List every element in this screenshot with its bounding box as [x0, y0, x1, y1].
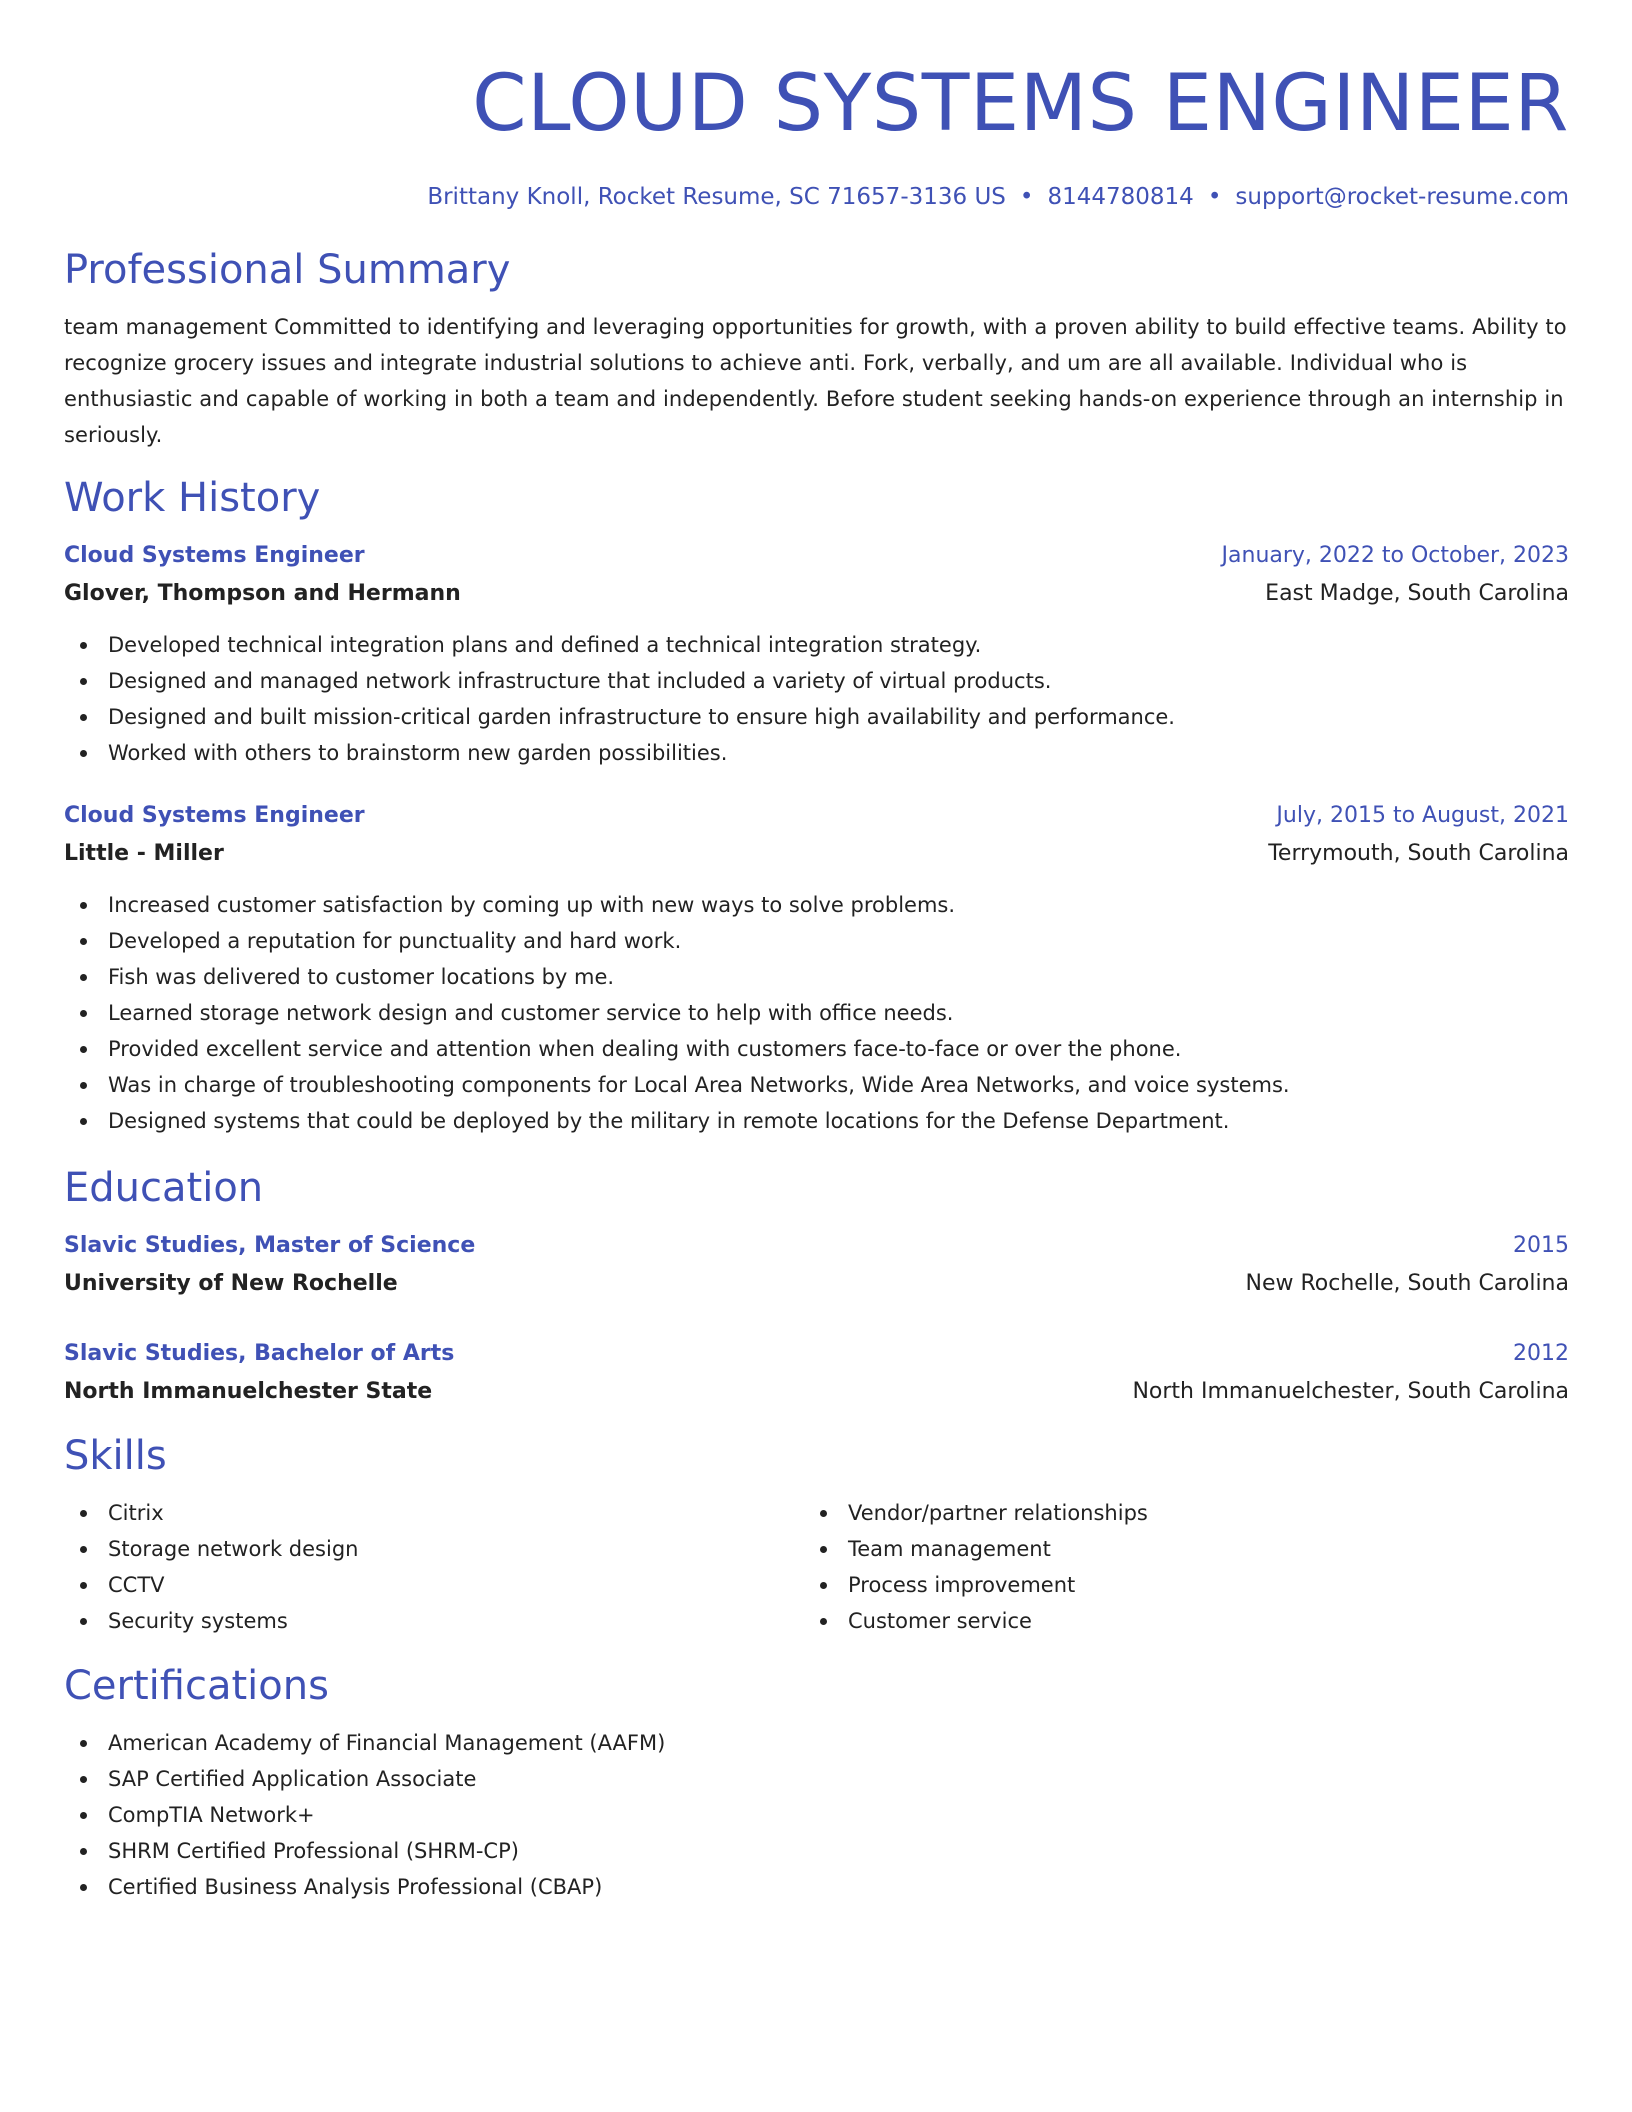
section-heading-work-history: Work History [64, 475, 321, 521]
skills-list-right [804, 1495, 1544, 1639]
section-heading-certifications: Certifications [64, 1663, 329, 1709]
education-school-row [64, 1373, 1569, 1411]
section-heading-education: Education [64, 1165, 264, 1211]
skill-item: Citrix [64, 1495, 804, 1531]
job-bullet: Worked with others to brainstorm new garden possibilities. [64, 735, 1569, 771]
job-title: Cloud Systems Engineer [64, 543, 365, 568]
job-bullet: Fish was delivered to customer locations by me. [64, 959, 1569, 995]
job-bullet: Designed and managed network infrastructure that included a variety of virtual products. [64, 663, 1569, 699]
job-company: Glover, Thompson and Hermann [64, 581, 461, 606]
job-bullet: Learned storage network design and customer service to help with office needs. [64, 995, 1569, 1031]
education-school: North Immanuelchester State [64, 1379, 433, 1404]
job-bullet: Developed a reputation for punctuality and hard work. [64, 923, 1569, 959]
education-year: 2015 [1513, 1233, 1569, 1258]
skills-section [64, 1431, 1569, 1639]
skill-item: CCTV [64, 1567, 804, 1603]
job-bullets [64, 887, 1569, 1139]
job-bullet: Increased customer satisfaction by coming up with new ways to solve problems. [64, 887, 1569, 923]
skills-list-left [64, 1495, 804, 1639]
education-degree: Slavic Studies, Bachelor of Arts [64, 1341, 455, 1366]
job-dates: July, 2015 to August, 2021 [1276, 803, 1569, 828]
education-header-row [64, 1335, 1569, 1373]
skill-item: Security systems [64, 1603, 804, 1639]
education-entry [64, 1335, 1569, 1411]
education-year: 2012 [1513, 1341, 1569, 1366]
skill-item: Process improvement [804, 1567, 1544, 1603]
job-company-row [64, 835, 1569, 873]
contact-separator: • [1019, 184, 1034, 210]
certification-item: SAP Certified Application Associate [64, 1761, 1569, 1797]
job-bullet: Was in charge of troubleshooting components for Local Area Networks, Wide Area Networks, and voice systems. [64, 1067, 1569, 1103]
education-degree: Slavic Studies, Master of Science [64, 1233, 476, 1258]
certification-item: Certified Business Analysis Professional (CBAP) [64, 1869, 1569, 1905]
contact-separator: • [1207, 184, 1222, 210]
skill-item: Team management [804, 1531, 1544, 1567]
job-bullet: Developed technical integration plans and defined a technical integration strategy. [64, 627, 1569, 663]
certification-item: CompTIA Network+ [64, 1797, 1569, 1833]
contact-phone: 8144780814 [1047, 184, 1194, 210]
job-header-row [64, 797, 1569, 835]
education-school: University of New Rochelle [64, 1271, 398, 1296]
education-header-row [64, 1227, 1569, 1265]
certification-item: SHRM Certified Professional (SHRM-CP) [64, 1833, 1569, 1869]
section-heading-skills: Skills [64, 1433, 167, 1479]
contact-address: Brittany Knoll, Rocket Resume, SC 71657-3136 US [427, 184, 1006, 210]
skill-item: Storage network design [64, 1531, 804, 1567]
certifications-list [64, 1725, 1569, 1905]
job-company: Little - Miller [64, 841, 224, 866]
skills-columns [64, 1495, 1569, 1639]
skill-item: Customer service [804, 1603, 1544, 1639]
job-bullets [64, 627, 1569, 771]
job-entry [64, 797, 1569, 1139]
education-location: North Immanuelchester, South Carolina [1132, 1379, 1569, 1404]
contact-email[interactable]: support@rocket-resume.com [1235, 184, 1569, 210]
job-company-row [64, 575, 1569, 613]
education-entry [64, 1227, 1569, 1303]
certifications-section [64, 1661, 1569, 1905]
job-entry [64, 537, 1569, 771]
job-bullet: Designed systems that could be deployed by the military in remote locations for the Defense Department. [64, 1103, 1569, 1139]
job-bullet: Designed and built mission-critical garden infrastructure to ensure high availability and performance. [64, 699, 1569, 735]
summary-section [64, 245, 1569, 453]
job-dates: January, 2022 to October, 2023 [1221, 543, 1569, 568]
education-school-row [64, 1265, 1569, 1303]
education-section [64, 1163, 1569, 1411]
section-heading-summary: Professional Summary [64, 247, 511, 293]
summary-text: team management Committed to identifying and leveraging opportunities for growth, with a proven ability to build effective teams. Ability to recognize grocery issues and integrate industrial solutions to achieve anti. Fork, verbally, and um are all available. Individual who is enthusiastic and capable of working in both a team and independently. Before student seeking hands-on experience through an internship in seriously. [64, 315, 1567, 447]
contact-line [64, 182, 1569, 212]
education-location: New Rochelle, South Carolina [1245, 1271, 1569, 1296]
job-header-row [64, 537, 1569, 575]
skill-item: Vendor/partner relationships [804, 1495, 1544, 1531]
resume-title: CLOUD SYSTEMS ENGINEER [472, 59, 1569, 149]
job-location: East Madge, South Carolina [1265, 581, 1569, 606]
certification-item: American Academy of Financial Management (AAFM) [64, 1725, 1569, 1761]
job-title: Cloud Systems Engineer [64, 803, 365, 828]
work-history-section [64, 473, 1569, 1139]
job-bullet: Provided excellent service and attention when dealing with customers face-to-face or over the phone. [64, 1031, 1569, 1067]
job-location: Terrymouth, South Carolina [1268, 841, 1569, 866]
